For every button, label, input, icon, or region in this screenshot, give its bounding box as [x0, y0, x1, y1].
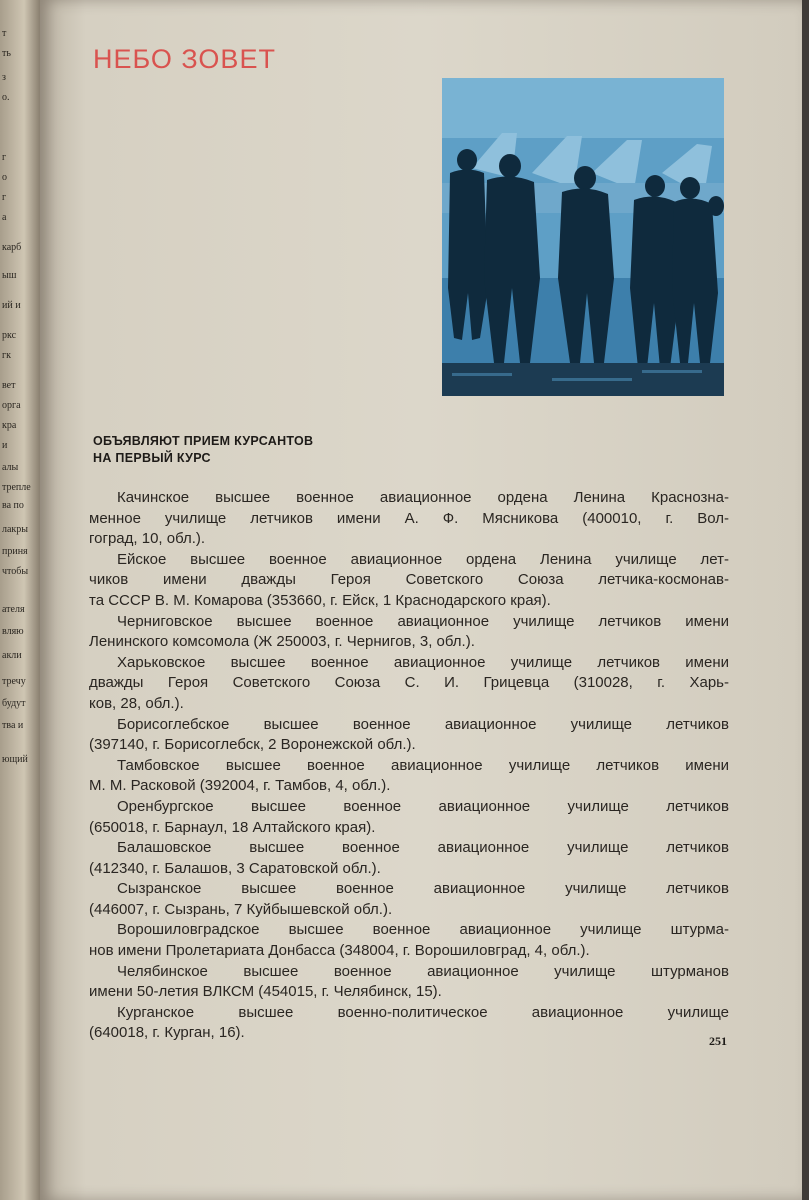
- pilots-photo-image: [442, 78, 724, 396]
- text-line: (640018, г. Курган, 16).: [89, 1024, 245, 1042]
- text-line: (650018, г. Барнаул, 18 Алтайского края).: [89, 818, 376, 836]
- text-line: Челябинское высшее военное авиационное училище штурманов: [117, 962, 729, 980]
- section-heading-line: ОБЪЯВЛЯЮТ ПРИЕМ КУРСАНТОВ: [93, 434, 314, 448]
- text-line: менное училище летчиков имени А. Ф. Мясникова (400010, г. Вол-: [89, 509, 729, 527]
- left-page-fragment: гк: [2, 350, 11, 361]
- text-line: дважды Героя Советского Союза С. И. Грицевца (310028, г. Харь-: [89, 674, 729, 692]
- text-line: нов имени Пролетариата Донбасса (348004, г. Ворошиловград, 4, обл.).: [89, 942, 590, 960]
- left-page-fragment: будут: [2, 698, 26, 709]
- left-page-fragment: ркс: [2, 330, 17, 341]
- text-line: Черниговское высшее военное авиационное училище летчиков имени: [117, 612, 729, 630]
- left-page-fragment: орга: [2, 400, 21, 411]
- text-line: Ленинского комсомола (Ж 250003, г. Чернигов, 3, обл.).: [89, 633, 475, 651]
- text-line: имени 50-летия ВЛКСМ (454015, г. Челябинск, 15).: [89, 983, 442, 1001]
- left-page-fragment: карб: [2, 242, 22, 253]
- text-line: чиков имени дважды Героя Советского Союза летчика-космонав-: [89, 571, 729, 589]
- left-page-fragment: г: [2, 152, 7, 163]
- left-page-fragment: ателя: [2, 604, 25, 615]
- text-line: ков, 28, обл.).: [89, 694, 184, 712]
- left-page-edge: [0, 0, 40, 1200]
- section-heading: [93, 433, 493, 467]
- left-page-fragment: ть: [2, 48, 11, 59]
- page-number: 251: [709, 1034, 727, 1048]
- left-page-fragment: вляю: [2, 626, 24, 637]
- text-line: гоград, 10, обл.).: [89, 530, 206, 548]
- left-page-fragment: и: [2, 440, 8, 451]
- left-page-fragment: ющий: [2, 754, 28, 765]
- left-page-fragment: ыш: [2, 270, 17, 281]
- text-line: Сызранское высшее военное авиационное училище летчиков: [117, 880, 729, 898]
- left-page-fragment: чтобы: [2, 566, 29, 577]
- text-line: Балашовское высшее военное авиационное училище летчиков: [117, 839, 729, 857]
- left-page-fragment: алы: [2, 462, 19, 473]
- page-header: НЕБО ЗОВЕТ: [93, 44, 276, 74]
- text-line: Ворошиловградское высшее военное авиационное училище штурма-: [117, 921, 729, 939]
- text-line: та СССР В. М. Комарова (353660, г. Ейск, 1 Краснодарского края).: [89, 591, 551, 609]
- text-line: Борисоглебское высшее военное авиационное училище летчиков: [117, 715, 729, 733]
- left-page-fragment: акли: [2, 650, 22, 661]
- text-line: Тамбовское высшее военное авиационное училище летчиков имени: [117, 756, 729, 774]
- text-line: Харьковское высшее военное авиационное училище летчиков имени: [117, 653, 729, 671]
- left-page-fragment: з: [2, 72, 6, 83]
- text-line: Курганское высшее военно-политическое авиационное училище: [117, 1003, 729, 1021]
- left-page-fragment: трепле: [2, 482, 31, 493]
- text-line: Оренбургское высшее военное авиационное училище летчиков: [117, 797, 729, 815]
- text-line: (446007, г. Сызрань, 7 Куйбышевской обл.).: [89, 900, 393, 918]
- text-line: (412340, г. Балашов, 3 Саратовской обл.).: [89, 859, 381, 877]
- left-page-fragment: приня: [2, 546, 28, 557]
- left-page-fragment: кра: [2, 420, 17, 431]
- left-page-fragment: ва по: [2, 500, 24, 511]
- text-line: Ейское высшее военное авиационное ордена Ленина училище лет-: [117, 550, 729, 568]
- text-line: М. М. Расковой (392004, г. Тамбов, 4, обл.).: [89, 777, 391, 795]
- left-page-fragment: ий и: [2, 300, 21, 311]
- section-heading-line: НА ПЕРВЫЙ КУРС: [93, 451, 211, 465]
- text-line: (397140, г. Борисоглебск, 2 Воронежской обл.).: [89, 736, 416, 754]
- left-page-fragment: лакры: [2, 524, 29, 535]
- text-line: Качинское высшее военное авиационное ордена Ленина Краснозна-: [117, 489, 729, 506]
- left-page-fragment: а: [2, 212, 7, 223]
- left-page-fragment: тречу: [2, 676, 26, 687]
- pilots-photo: [442, 78, 724, 396]
- left-page-fragment: г: [2, 192, 7, 203]
- background-edge: [802, 0, 809, 1200]
- left-page-fragment: о.: [2, 92, 10, 103]
- school-list: [89, 488, 729, 1044]
- left-page-fragment: тва и: [2, 720, 24, 731]
- left-page-fragment: вет: [2, 380, 16, 391]
- book-page: [40, 0, 802, 1200]
- left-page-fragment: о: [2, 172, 7, 183]
- left-page-fragment: т: [2, 28, 7, 39]
